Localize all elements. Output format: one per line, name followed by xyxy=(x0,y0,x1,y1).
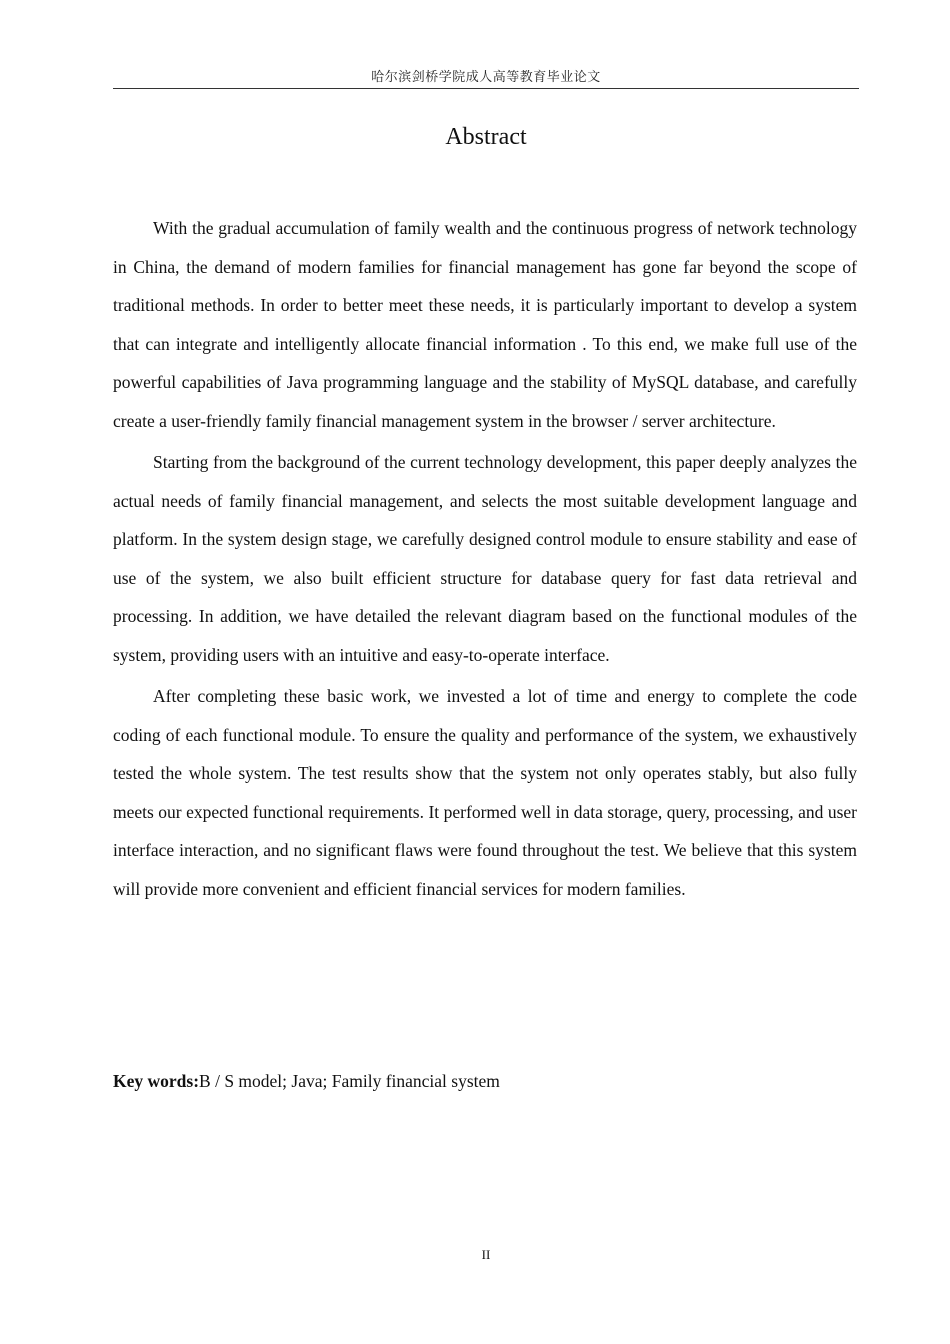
abstract-paragraph-3: After completing these basic work, we invested a lot of time and energy to complete the code coding of each functional module. To ensure the quality and performance of the system, we exhaustively tested the whole system. The test results show that the system not only operates stably, but also fully meets our expected functional requirements. It performed well in data storage, query, processing, and user interface interaction, and no significant flaws were found throughout the test. We believe that this system will provide more convenient and efficient financial services for modern families. xyxy=(113,686,857,899)
keywords-value: B / S model; Java; Family financial system xyxy=(199,1071,500,1091)
keywords-line xyxy=(113,1066,859,1096)
abstract-body xyxy=(113,209,857,911)
abstract-paragraph-1: With the gradual accumulation of family wealth and the continuous progress of network technology in China, the demand of modern families for financial management has gone far beyond the scope of traditional methods. In order to better meet these needs, it is particularly important to develop a system that can integrate and intelligently allocate financial information . To this end, we make full use of the powerful capabilities of Java programming language and the stability of MySQL database, and carefully create a user-friendly family financial management system in the browser / server architecture. xyxy=(113,218,857,431)
running-header: 哈尔滨剑桥学院成人高等教育毕业论文 xyxy=(371,70,601,85)
abstract-title: Abstract xyxy=(445,124,527,150)
header-rule xyxy=(113,88,859,89)
abstract-paragraph-2: Starting from the background of the current technology development, this paper deeply analyzes the actual needs of family financial management, and selects the most suitable development language and platform. In the system design stage, we carefully designed control module to ensure stability and ease of use of the system, we also built efficient structure for database query for fast data retrieval and processing. In addition, we have detailed the relevant diagram based on the functional modules of the system, providing users with an intuitive and easy-to-operate interface. xyxy=(113,452,857,665)
keywords-label: Key words: xyxy=(113,1071,200,1091)
page-number: II xyxy=(481,1247,491,1262)
